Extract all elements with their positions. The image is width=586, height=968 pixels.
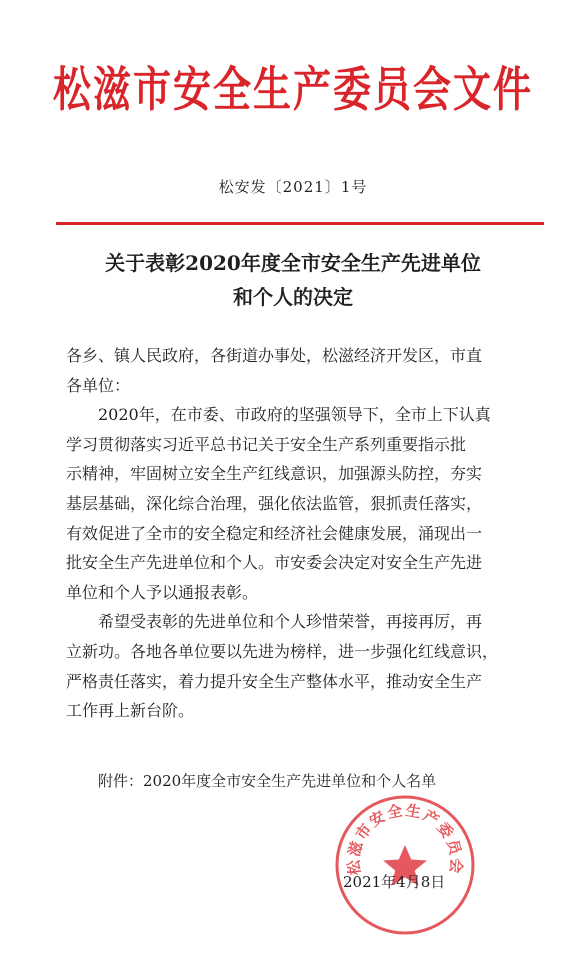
body-line: 严格责任落实，着力提升安全生产整体水平，推动安全生产 (66, 671, 483, 691)
body-line: 各单位： (66, 375, 131, 395)
body-line: 希望受表彰的先进单位和个人珍惜荣誉，再接再厉，再 (98, 612, 483, 632)
official-seal-stamp (330, 790, 480, 940)
body-line: 学习贯彻落实习近平总书记关于安全生产系列重要指示批 (66, 434, 467, 454)
document-title-line-1: 关于表彰2020年度全市安全生产先进单位 (105, 251, 481, 275)
body-line: 2020年，在市委、市政府的坚强领导下，全市上下认真 (98, 405, 491, 425)
document-title (0, 246, 586, 314)
document-body (66, 341, 530, 726)
red-divider-line (56, 222, 544, 225)
body-line: 各乡、镇人民政府，各街道办事处，松滋经济开发区，市直 (66, 346, 483, 365)
body-line: 示精神，牢固树立安全生产红线意识，加强源头防控，夯实 (66, 464, 483, 484)
document-number: 松安发〔2021〕1号 (218, 178, 368, 196)
body-line: 立新功。各地各单位要以先进为榜样，进一步强化红线意识， (66, 641, 499, 661)
body-line: 有效促进了全市的安全稳定和经济社会健康发展，涌现出一 (66, 523, 483, 543)
attachment-note: 附件：2020年度全市安全生产先进单位和个人名单 (98, 772, 437, 790)
document-date: 2021年4月8日 (343, 873, 446, 891)
body-line: 基层基础，深化综合治理，强化依法监管，狠抓责任落实， (66, 493, 483, 513)
body-line: 单位和个人予以通报表彰。 (66, 582, 259, 602)
seal-text: 松滋市安全生产委员会 (344, 801, 466, 877)
body-line: 批安全生产先进单位和个人。市安委会决定对安全生产先进 (66, 553, 483, 573)
document-title-line-2: 和个人的决定 (233, 285, 353, 309)
document-header-title: 松滋市安全生产委员会文件 (52, 62, 533, 117)
body-line: 工作再上新台阶。 (66, 701, 195, 721)
